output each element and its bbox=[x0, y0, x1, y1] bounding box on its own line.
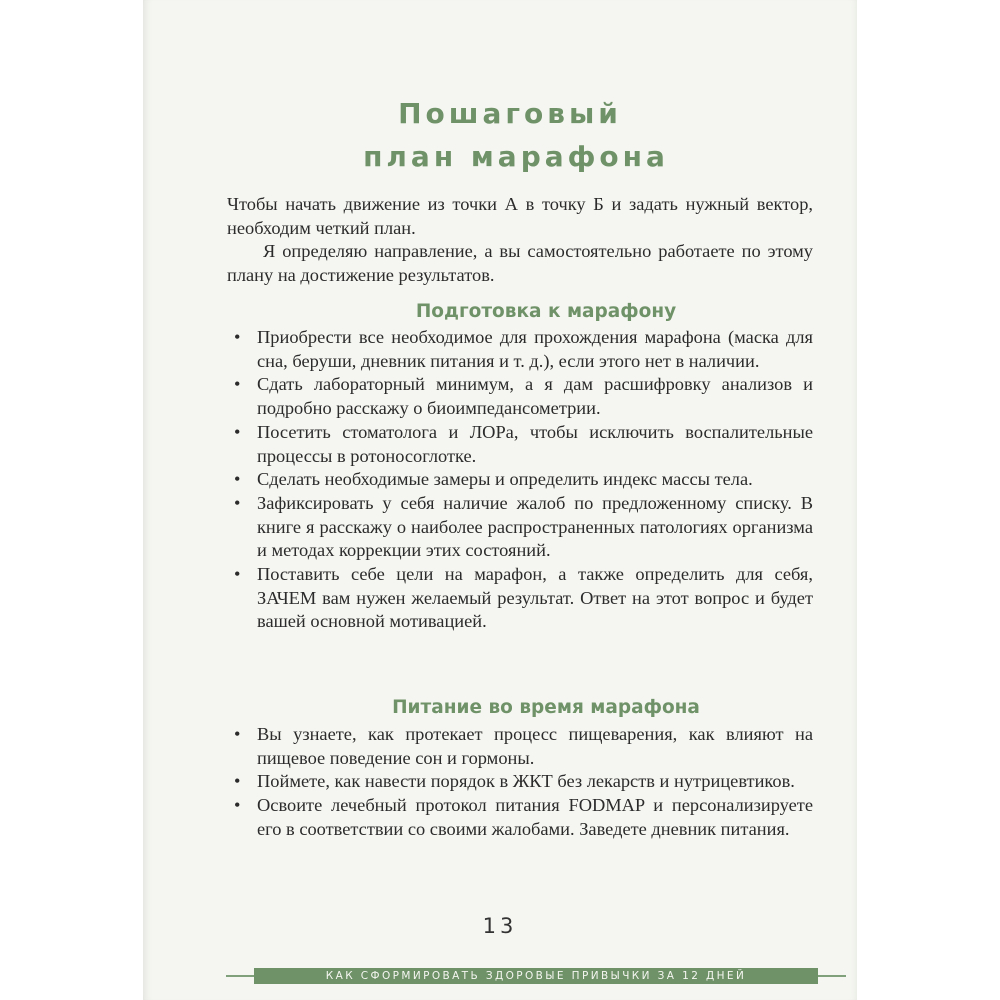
list-item-text: Сделать необходимые замеры и определить индекс массы тела. bbox=[257, 469, 753, 490]
list-item bbox=[227, 421, 813, 468]
list-item-text: Приобрести все необходимое для прохождения марафона (маска для сна, беруши, дневник питания и т. д.), если этого нет в наличии. bbox=[257, 327, 813, 371]
preparation-list bbox=[227, 326, 813, 634]
bullet-icon: • bbox=[234, 771, 241, 792]
list-item bbox=[227, 326, 813, 373]
nutrition-list bbox=[227, 723, 813, 842]
footer-band bbox=[226, 968, 846, 984]
bullet-icon: • bbox=[234, 492, 241, 513]
bullet-icon: • bbox=[234, 469, 241, 490]
bullet-icon: • bbox=[234, 564, 241, 585]
bullet-icon: • bbox=[234, 421, 241, 442]
list-item-text: Посетить стоматолога и ЛОРа, чтобы исключить воспалительные процессы в ротоносоглотке. bbox=[257, 421, 813, 466]
page-title-line-1: Пошаговый bbox=[398, 97, 622, 130]
list-item bbox=[227, 770, 813, 794]
bullet-icon: • bbox=[234, 374, 241, 395]
intro-text bbox=[227, 193, 813, 288]
bullet-icon: • bbox=[234, 327, 241, 347]
list-item bbox=[227, 723, 813, 770]
book-page bbox=[143, 0, 857, 1000]
section-heading-preparation: Подготовка к марафону bbox=[415, 301, 677, 322]
list-item bbox=[227, 794, 813, 841]
list-item bbox=[227, 468, 813, 492]
page-number: 13 bbox=[482, 914, 518, 938]
intro-paragraph: Чтобы начать движение из точки А в точку Б и задать нужный вектор, необходим четкий план. bbox=[227, 194, 813, 238]
list-item-text: Зафиксировать у себя наличие жалоб по предложенному списку. В книге я расскажу о наиболее распространенных патологиях организма и методах коррекции этих состояний. bbox=[257, 492, 813, 561]
list-item bbox=[227, 563, 813, 634]
section-heading-nutrition: Питание во время марафона bbox=[392, 697, 700, 718]
intro-paragraph: Я определяю направление, а вы самостоятельно работаете по этому плану на достижение результатов. bbox=[227, 241, 813, 286]
list-item-text: Поставить себе цели на марафон, а также определить для себя, ЗАЧЕМ вам нужен желаемый результат. Ответ на этот вопрос и будет вашей основной мотивацией. bbox=[257, 564, 813, 632]
list-item-text: Освоите лечебный протокол питания FODMAP и персонализируете его в соответствии со своими жалобами. Заведете дневник питания. bbox=[257, 795, 813, 839]
list-item-text: Поймете, как навести порядок в ЖКТ без лекарств и нутрицевтиков. bbox=[257, 771, 795, 792]
bullet-icon: • bbox=[234, 724, 241, 744]
list-item-text: Сдать лабораторный минимум, а я дам расшифровку анализов и подробно расскажу о биоимпедансометрии. bbox=[257, 374, 813, 419]
page-title-line-2: план марафона bbox=[363, 140, 669, 173]
bullet-icon: • bbox=[234, 795, 241, 816]
list-item bbox=[227, 492, 813, 563]
list-item-text: Вы узнаете, как протекает процесс пищеварения, как влияют на пищевое поведение сон и гормоны. bbox=[257, 724, 813, 768]
list-item bbox=[227, 373, 813, 420]
running-footer: КАК СФОРМИРОВАТЬ ЗДОРОВЫЕ ПРИВЫЧКИ ЗА 12 ДНЕЙ bbox=[254, 968, 818, 984]
